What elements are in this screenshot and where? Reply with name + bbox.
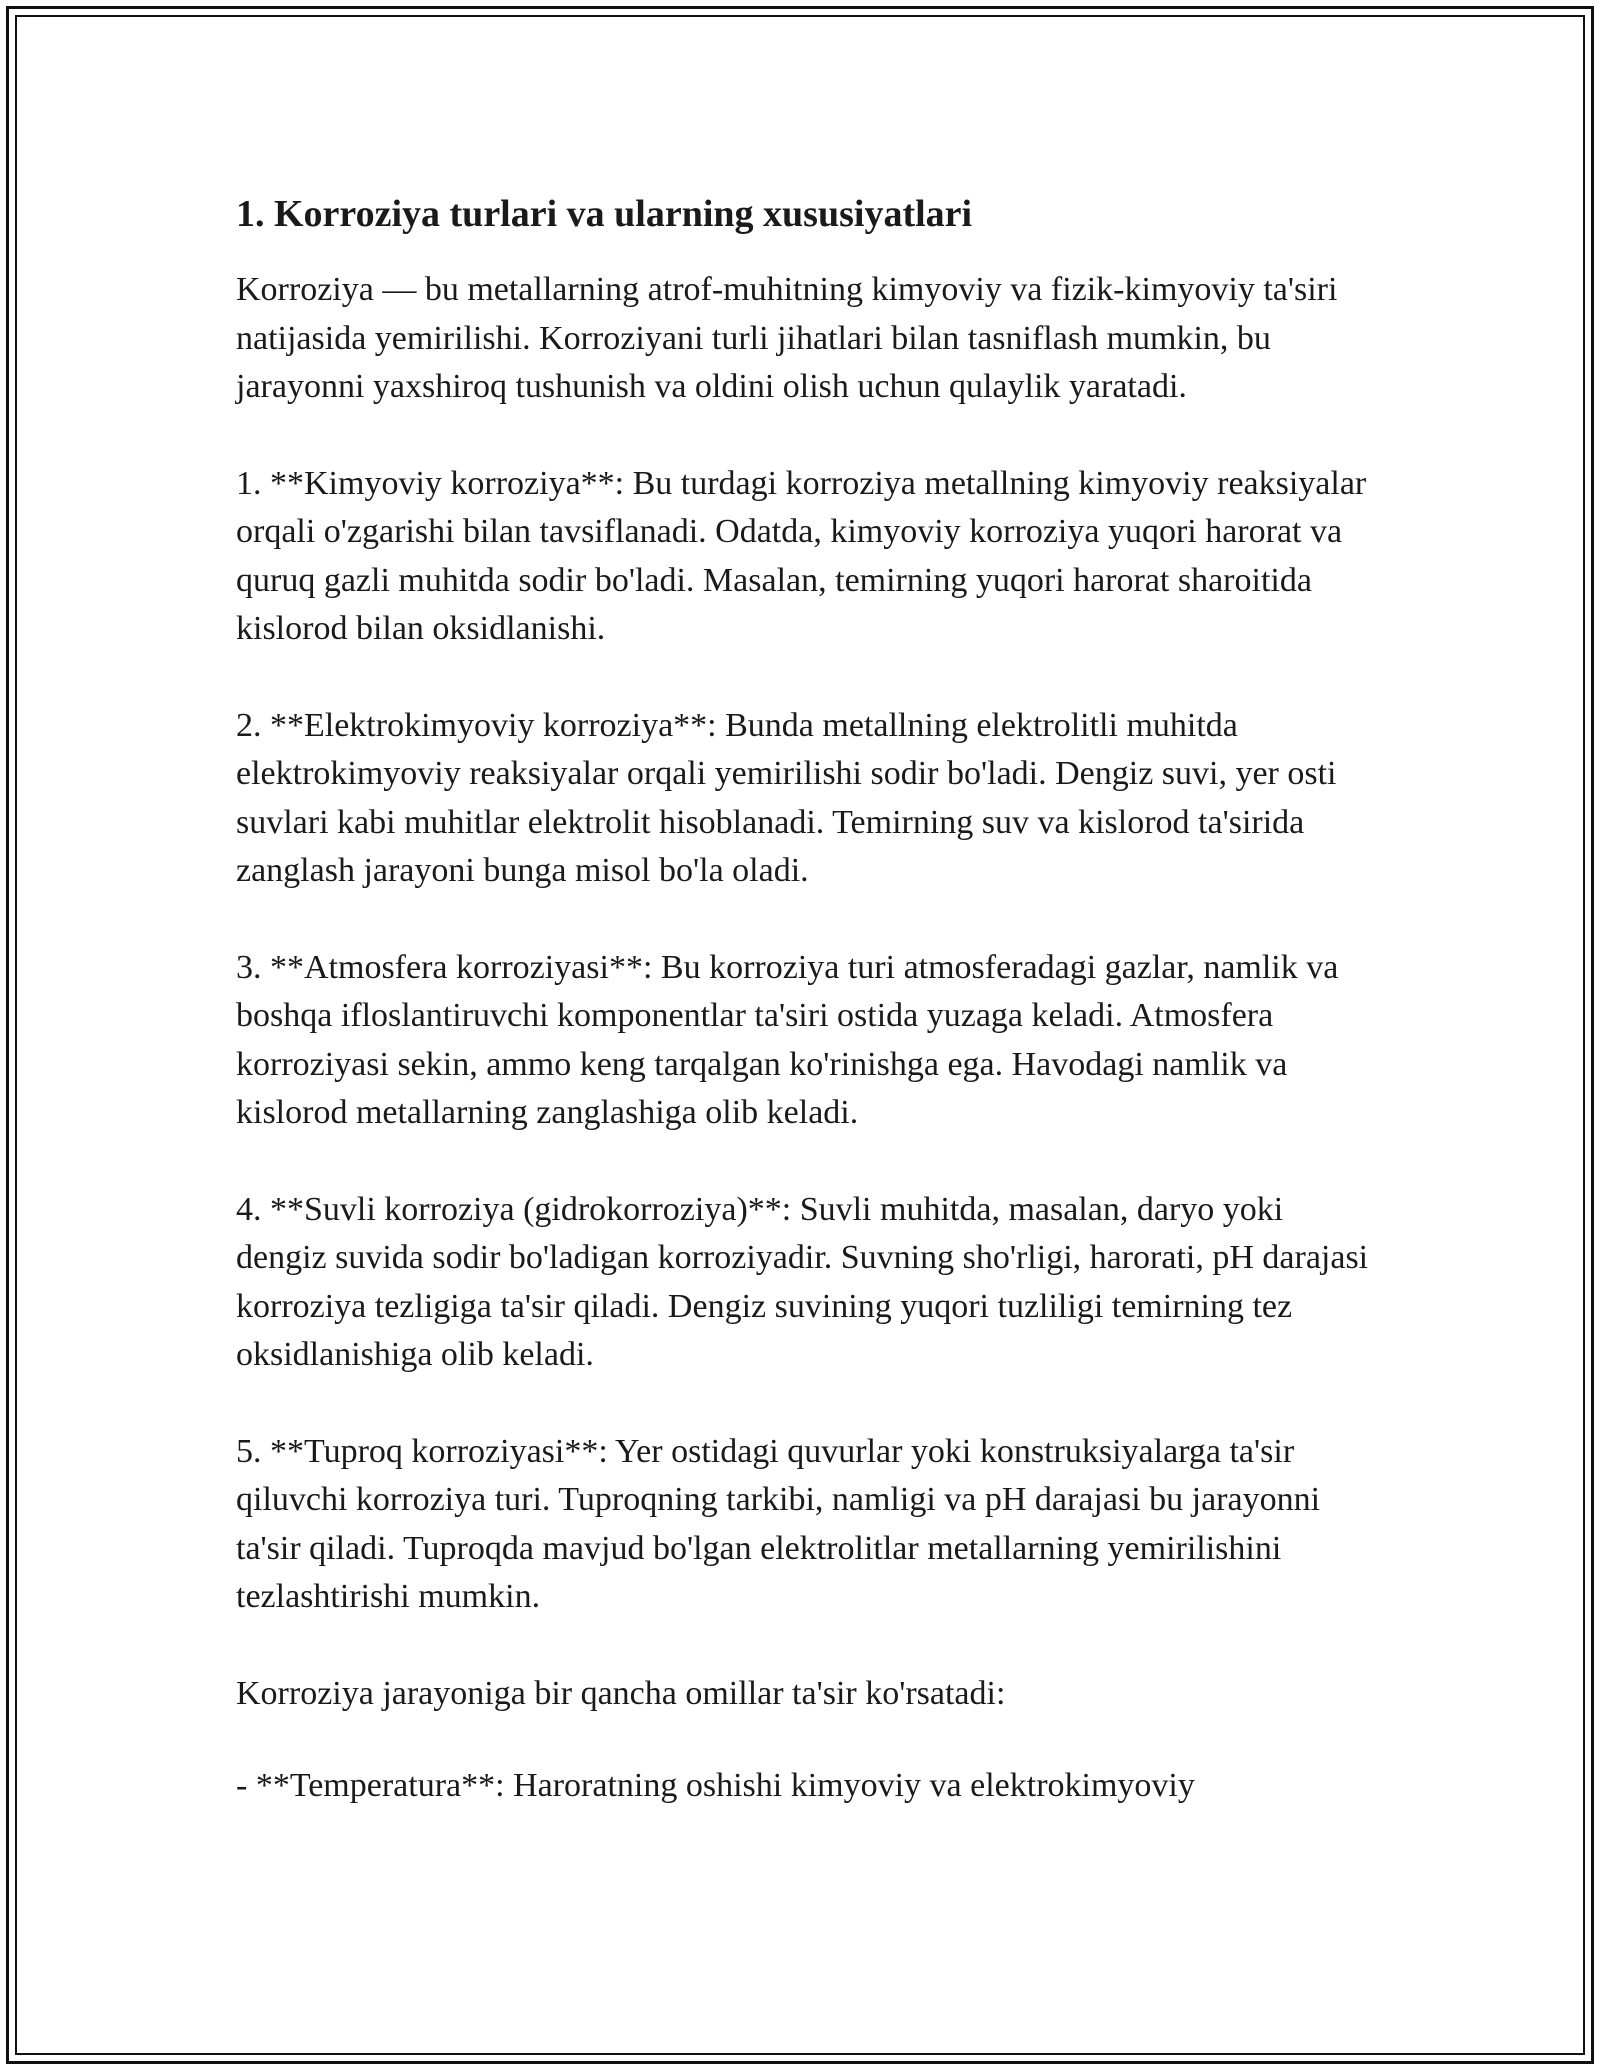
paragraph-atmospheric-corrosion: 3. **Atmosfera korroziyasi**: Bu korroziya turi atmosferadagi gazlar, namlik va boshqa ifloslantiruvchi komponentlar ta'siri ostida yuzaga keladi. Atmosfera korroziyasi sekin, ammo keng tarqalgan ko'rinishga ega. Havodagi namlik va kislorod metallarning zanglashiga olib keladi. [236,948,1339,1131]
intro-paragraph: Korroziya — bu metallarning atrof-muhitning kimyoviy va fizik-kimyoviy ta'siri natijasida yemirilishi. Korroziyani turli jihatlari bilan tasniflash mumkin, bu jarayonni yaxshiroq tushunish va oldini olish uchun qulaylik yaratadi. [236,271,1338,405]
paragraph-water-corrosion: 4. **Suvli korroziya (gidrokorroziya)**: Suvli muhitda, masalan, daryo yoki dengiz suvida sodir bo'ladigan korroziyadir. Suvning sho'rligi, harorati, pH darajasi korroziya tezligiga ta'sir qiladi. Dengiz suvining yuqori tuzliligi temirning tez oksidlanishiga olib keladi. [236,1190,1369,1373]
document-body [236,190,1376,1859]
paragraph-electrochemical-corrosion: 2. **Elektrokimyoviy korroziya**: Bunda metallning elektrolitli muhitda elektrokimyoviy reaksiyalar orqali yemirilishi sodir bo'ladi. Dengiz suvi, yer osti suvlari kabi muhitlar elektrolit hisoblanadi. Temirning suv va kislorod ta'sirida zanglash jarayoni bunga misol bo'la oladi. [236,706,1337,889]
paragraph-chemical-corrosion: 1. **Kimyoviy korroziya**: Bu turdagi korroziya metallning kimyoviy reaksiyalar orqali o'zgarishi bilan tavsiflanadi. Odatda, kimyoviy korroziya yuqori harorat va quruq gazli muhitda sodir bo'ladi. Masalan, temirning yuqori harorat sharoitida kislorod bilan oksidlanishi. [236,464,1367,647]
paragraph-factors-intro: Korroziya jarayoniga bir qancha omillar ta'sir ko'rsatadi: [236,1674,1006,1712]
paragraph-soil-corrosion: 5. **Tuproq korroziyasi**: Yer ostidagi quvurlar yoki konstruksiyalarga ta'sir qiluvchi korroziya turi. Tuproqning tarkibi, namligi va pH darajasi bu jarayonni ta'sir qiladi. Tuproqda mavjud bo'lgan elektrolitlar metallarning yemirilishini tezlashtirishi mumkin. [236,1432,1321,1615]
paragraph-temperature-item: - **Temperatura**: Haroratning oshishi kimyoviy va elektrokimyoviy [236,1767,1195,1804]
section-heading: 1. Korroziya turlari va ularning xususiyatlari [236,193,973,235]
